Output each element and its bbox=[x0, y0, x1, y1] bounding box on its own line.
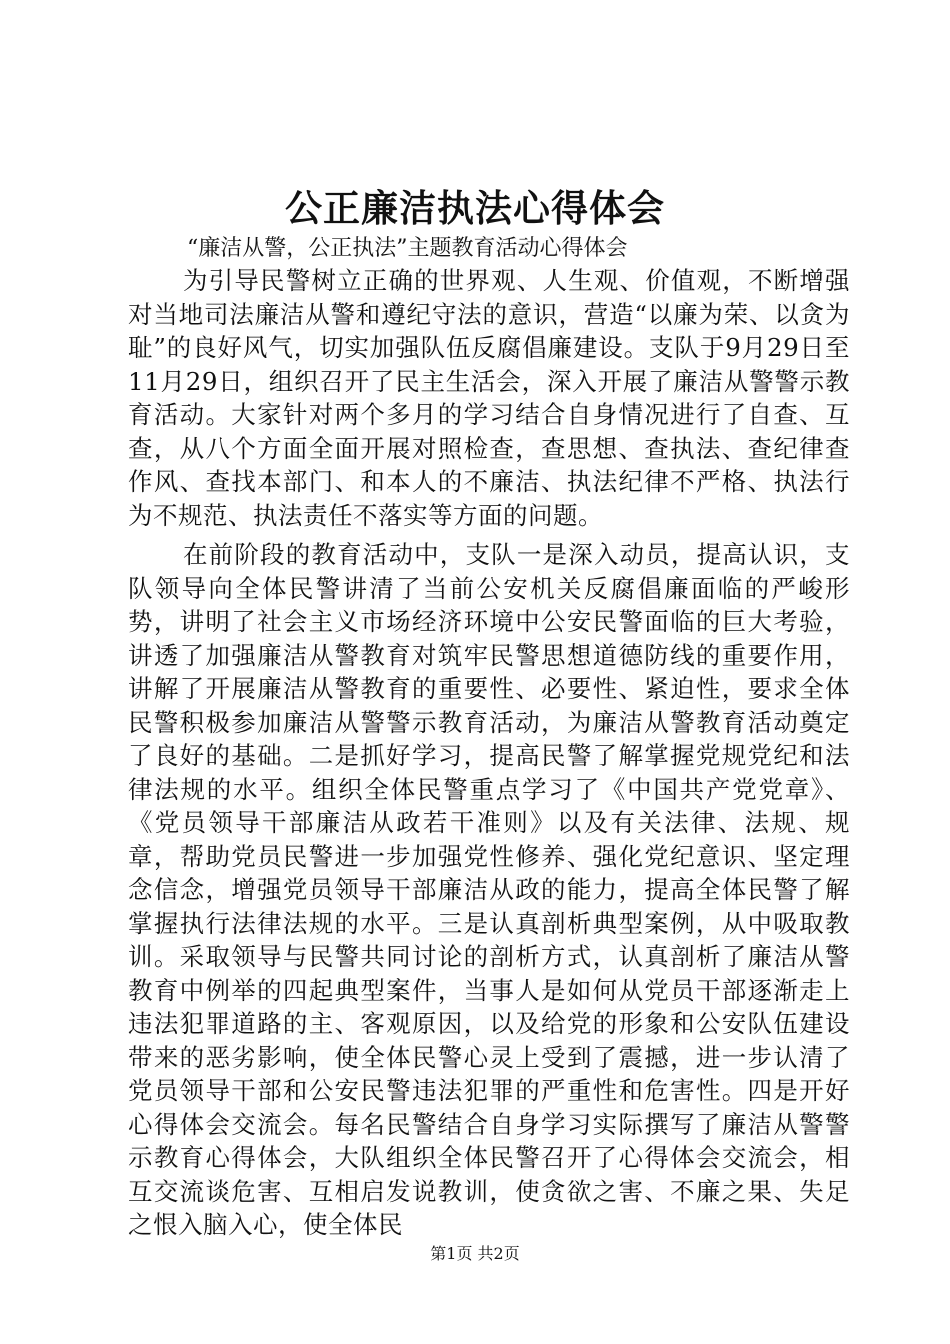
document-subtitle: “廉洁从警，公正执法”主题教育活动心得体会 bbox=[187, 236, 628, 261]
document-title: 公正廉洁执法心得体会 bbox=[285, 186, 665, 230]
page-number: 第1页 共2页 bbox=[430, 1244, 520, 1263]
body-paragraph: 为引导民警树立正确的世界观、人生观、价值观，不断增强对当地司法廉洁从警和遵纪守法的意识，营造“以廉为荣、以贪为耻”的良好风气，切实加强队伍反腐倡廉建设。支队于9月29日至11月29日，组织召开了民主生活会，深入开展了廉洁从警警示教育活动。大家针对两个多月的学习结合自身情况进行了自查、互查，从八个方面全面开展对照检查，查思想、查执法、查纪律查作风、查找本部门、和本人的不廉洁、执法纪律不严格、执法行为不规范、执法责任不落实等方面的问题。 bbox=[128, 266, 850, 530]
body-paragraph: 在前阶段的教育活动中，支队一是深入动员，提高认识，支队领导向全体民警讲清了当前公安机关反腐倡廉面临的严峻形势，讲明了社会主义市场经济环境中公安民警面临的巨大考验，讲透了加强廉洁从警教育对筑牢民警思想道德防线的重要作用，讲解了开展廉洁从警教育的重要性、必要性、紧迫性，要求全体民警积极参加廉洁从警警示教育活动，为廉洁从警教育活动奠定了良好的基础。二是抓好学习，提高民警了解掌握党规党纪和法律法规的水平。组织全体民警重点学习了《中国共产党党章》、《党员领导干部廉洁从政若干准则》以及有关法律、法规、规章，帮助党员民警进一步加强党性修养、强化党纪意识、坚定理念信念，增强党员领导干部廉洁从政的能力，提高全体民警了解掌握执行法律法规的水平。三是认真剖析典型案例，从中吸取教训。采取领导与民警共同讨论的剖析方式，认真剖析了廉洁从警教育中例举的四起典型案件，当事人是如何从党员干部逐渐走上违法犯罪道路的主、客观原因，以及给党的形象和公安队伍建设带来的恶劣影响，使全体民警心灵上受到了震撼，进一步认清了党员领导干部和公安民警违法犯罪的严重性和危害性。四是开好心得体会交流会。每名民警结合自身学习实际撰写了廉洁从警警示教育心得体会，大队组织全体民警召开了心得体会交流会，相互交流谈危害、互相启发说教训，使贪欲之害、不廉之果、失足之恨入脑入心，使全体民 bbox=[128, 540, 850, 1239]
